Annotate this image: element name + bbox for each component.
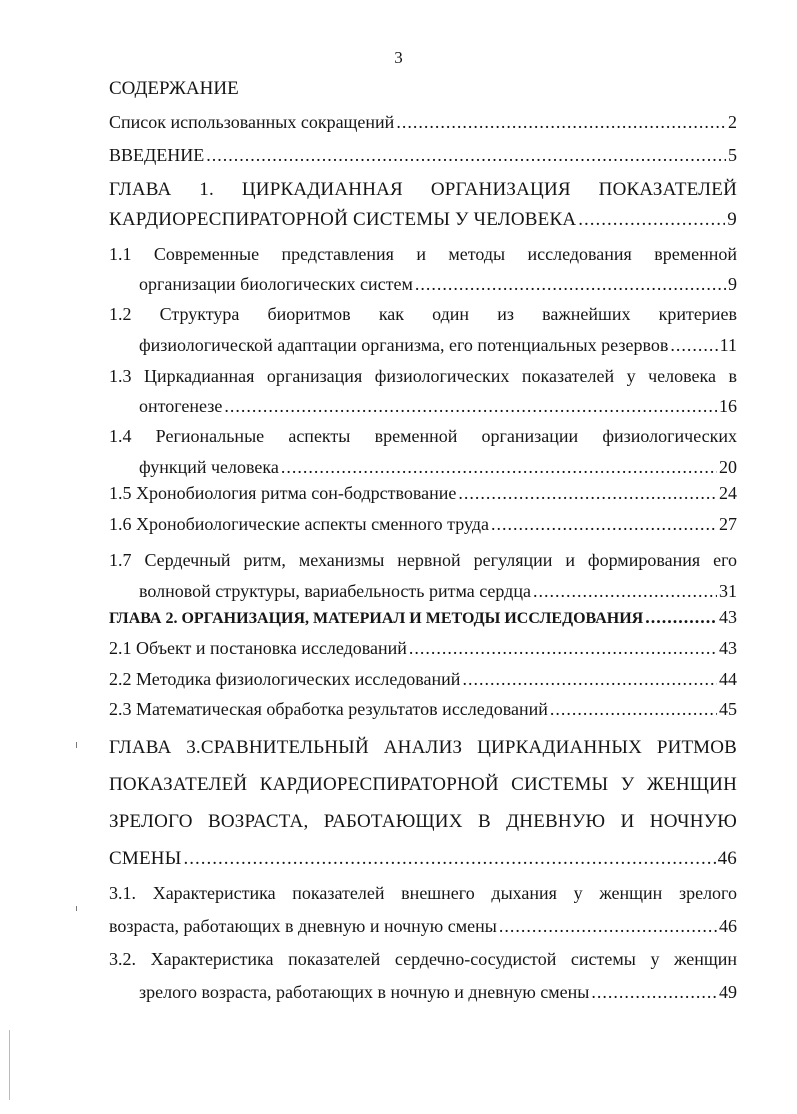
dot-leader <box>533 576 717 607</box>
dot-leader <box>578 205 725 235</box>
page-title: СОДЕРЖАНИЕ <box>109 78 239 99</box>
scan-mark <box>9 1030 10 1100</box>
toc-entry-abbreviations[interactable] <box>109 112 737 145</box>
toc-page-number: 24 <box>719 483 737 503</box>
toc-entry-title-line: 3.1. Характеристика показателей внешнего дыхания у женщин зрелого <box>109 883 737 903</box>
dot-leader <box>462 669 717 690</box>
toc-entry-3-1[interactable] <box>109 877 737 943</box>
dot-leader <box>409 638 717 659</box>
toc-entry-1-7[interactable] <box>109 545 737 607</box>
toc-entry-title: 2.1 Объект и постановка исследований <box>109 638 407 658</box>
toc-entry-title: 2.2 Методика физиологических исследований <box>109 669 461 689</box>
toc-entry-title-line: ГЛАВА 1. ЦИРКАДИАННАЯ ОРГАНИЗАЦИЯ ПОКАЗАТЕЛЕЙ <box>109 179 737 200</box>
toc-page-number: 11 <box>719 335 737 355</box>
toc-entry-title-line: 1.1 Современные представления и методы исследования временной <box>109 244 737 264</box>
toc-page-number: 44 <box>719 669 737 689</box>
toc-entry-introduction[interactable] <box>109 145 737 175</box>
dot-leader <box>670 330 717 361</box>
toc-entry-title-line: ЗРЕЛОГО ВОЗРАСТА, РАБОТАЮЩИХ В ДНЕВНУЮ И НОЧНУЮ <box>109 811 737 832</box>
toc-page-number: 27 <box>719 514 737 534</box>
dot-leader <box>281 452 717 483</box>
toc-page-number: 20 <box>719 457 737 477</box>
table-of-contents <box>109 112 737 1009</box>
dot-leader <box>224 391 717 421</box>
toc-entry-title-line: зрелого возраста, работающих в ночную и дневную смены <box>139 982 590 1002</box>
toc-page-number: 43 <box>719 638 737 658</box>
page-number: 3 <box>394 48 403 67</box>
toc-entry-1-6[interactable] <box>109 514 737 545</box>
toc-entry-title: ГЛАВА 2. ОРГАНИЗАЦИЯ, МАТЕРИАЛ И МЕТОДЫ ИССЛЕДОВАНИЯ <box>109 610 644 627</box>
dot-leader <box>499 910 717 943</box>
toc-entry-title-line: КАРДИОРЕСПИРАТОРНОЙ СИСТЕМЫ У ЧЕЛОВЕКА <box>109 209 577 230</box>
toc-entry-title-line: ПОКАЗАТЕЛЕЙ КАРДИОРЕСПИРАТОРНОЙ СИСТЕМЫ У ЖЕНЩИН <box>109 774 737 795</box>
toc-entry-title: 2.3 Математическая обработка результатов исследований <box>109 699 548 719</box>
toc-page-number: 46 <box>717 848 737 869</box>
toc-entry-title-line: функций человека <box>139 457 279 477</box>
toc-page-number: 16 <box>719 396 737 416</box>
scan-mark <box>76 742 77 748</box>
toc-entry-title-line: ГЛАВА 3.СРАВНИТЕЛЬНЫЙ АНАЛИЗ ЦИРКАДИАННЫХ РИТМОВ <box>109 737 737 758</box>
toc-entry-2-1[interactable] <box>109 638 737 669</box>
toc-entry-title: ВВЕДЕНИЕ <box>109 145 205 165</box>
dot-leader <box>415 269 726 299</box>
dot-leader <box>491 514 717 535</box>
toc-entry-title-line: возраста, работающих в дневную и ночную смены <box>109 916 497 936</box>
toc-entry-title-line: организации биологических систем <box>139 274 413 294</box>
toc-entry-title-line: 1.4 Региональные аспекты временной организации физиологических <box>109 426 737 446</box>
dot-leader <box>591 976 717 1009</box>
toc-entry-1-4[interactable] <box>109 421 737 483</box>
dot-leader <box>458 483 717 504</box>
toc-entry-title: 1.6 Хронобиологические аспекты сменного труда <box>109 514 490 534</box>
dot-leader <box>550 699 717 720</box>
dot-leader <box>645 607 717 628</box>
toc-entry-chapter-2[interactable] <box>109 607 737 638</box>
toc-entry-chapter-1[interactable] <box>109 175 737 239</box>
toc-entry-title-line: 3.2. Характеристика показателей сердечно-сосудистой системы у женщин <box>109 949 737 969</box>
toc-entry-2-2[interactable] <box>109 669 737 699</box>
dot-leader <box>183 840 715 877</box>
toc-entry-title: 1.5 Хронобиология ритма сон-бодрствование <box>109 483 457 503</box>
toc-page-number: 5 <box>728 145 737 165</box>
toc-entry-1-2[interactable] <box>109 299 737 361</box>
toc-page-number: 2 <box>728 112 737 132</box>
toc-page-number: 45 <box>719 699 737 719</box>
dot-leader <box>396 112 726 133</box>
toc-entry-title-line: 1.2 Структура биоритмов как один из важнейших критериев <box>109 304 737 324</box>
toc-page-number: 49 <box>719 982 737 1002</box>
toc-entry-title-line: 1.7 Сердечный ритм, механизмы нервной регуляции и формирования его <box>109 550 737 570</box>
toc-page-number: 9 <box>728 274 737 294</box>
toc-page-number: 9 <box>727 209 737 230</box>
toc-entry-1-1[interactable] <box>109 239 737 299</box>
toc-entry-title-line: онтогенезе <box>139 396 223 416</box>
toc-entry-chapter-3[interactable] <box>109 729 737 877</box>
toc-entry-3-2[interactable] <box>109 943 737 1009</box>
toc-page-number: 43 <box>719 607 737 627</box>
scan-mark <box>76 906 77 911</box>
toc-entry-1-3[interactable] <box>109 361 737 421</box>
toc-page-number: 46 <box>719 916 737 936</box>
toc-entry-title-line: волновой структуры, вариабельность ритма сердца <box>139 581 531 601</box>
toc-entry-title-line: СМЕНЫ <box>109 848 182 869</box>
toc-entry-title-line: 1.3 Циркадианная организация физиологических показателей у человека в <box>109 366 737 386</box>
toc-page-number: 31 <box>719 581 737 601</box>
toc-entry-1-5[interactable] <box>109 483 737 514</box>
toc-entry-title-line: физиологической адаптации организма, его потенциальных резервов <box>139 335 669 355</box>
toc-entry-2-3[interactable] <box>109 699 737 729</box>
dot-leader <box>206 145 726 166</box>
toc-entry-title: Список использованных сокращений <box>109 112 395 132</box>
